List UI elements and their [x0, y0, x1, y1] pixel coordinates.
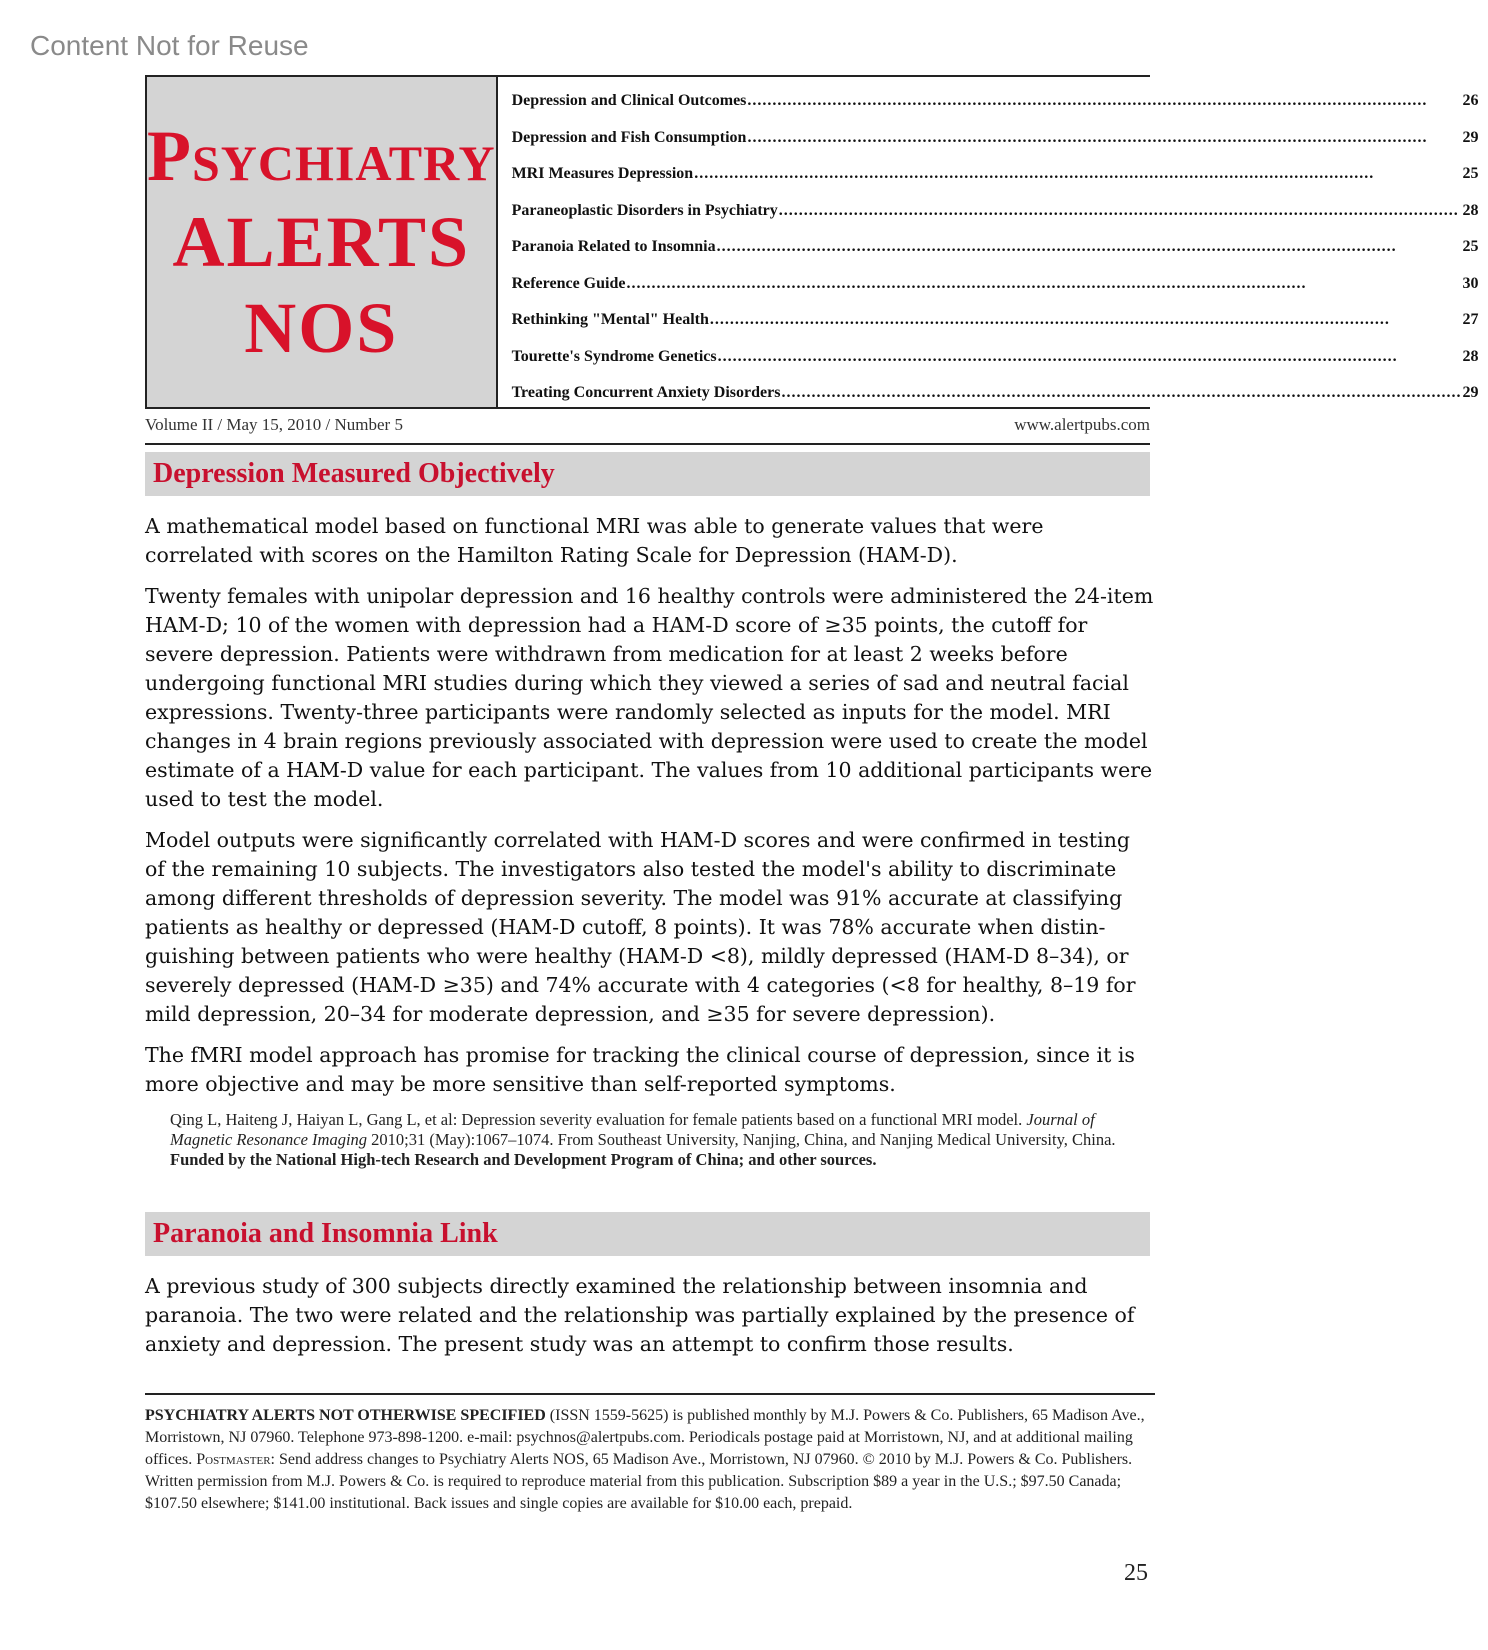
toc-page-number: 26	[1462, 92, 1479, 109]
toc-item[interactable]	[512, 193, 1479, 230]
logo-line-psychiatry: Psychiatry	[147, 116, 496, 196]
citation-funding: Funded by the National High-tech Research and Development Program of China; and other sources.	[170, 1150, 877, 1169]
volume-issue-date: Volume II / May 15, 2010 / Number 5	[145, 415, 403, 434]
paragraph: The fMRI model approach has promise for tracking the clinical course of depression, since it is more objective and may be more sensitive than self-reported symptoms.	[145, 1043, 1135, 1096]
citation-details: 2010;31 (May):1067–1074. From Southeast University, Nanjing, China, and Nanjing Medical University, China.	[367, 1130, 1116, 1149]
issue-info-bar	[145, 415, 1150, 445]
paragraph: A previous study of 300 subjects directly examined the relationship between insomnia and paranoia. The two were related and the relationship was partially explained by the presence of anxiety and depression. The present study was an attempt to confirm those results.	[145, 1274, 1135, 1356]
logo-line-nos: NOS	[244, 288, 399, 368]
logo-line-alerts: ALERTS	[172, 202, 471, 282]
website-link[interactable]: www.alertpubs.com	[1014, 415, 1150, 434]
publisher-details: (ISSN 1559-5625) is published monthly by M.J. Powers & Co. Publishers, 65 Madison Ave., Morristown, NJ 07960. Telephone 973-898-1200. e-mail: psychnos@alertpubs.com. Periodicals postage paid at Morristown, NJ, and at additional mailing offices.	[145, 1407, 1145, 1468]
page-number: 25	[1124, 1560, 1148, 1586]
article-heading-paranoia: Paranoia and Insomnia Link	[145, 1212, 1150, 1256]
publication-full-name: PSYCHIATRY ALERTS NOT OTHERWISE SPECIFIED	[145, 1407, 546, 1424]
toc-leader-dots	[717, 229, 1462, 266]
toc-page-number: 29	[1462, 128, 1479, 146]
toc-item[interactable]	[512, 156, 1479, 193]
toc-item[interactable]	[512, 229, 1479, 266]
toc-title: Reference Guide	[511, 274, 626, 292]
toc-item[interactable]	[512, 120, 1479, 157]
toc-title: Treating Concurrent Anxiety Disorders	[511, 384, 781, 401]
toc-page-number: 28	[1462, 347, 1479, 365]
toc-item[interactable]	[512, 375, 1479, 412]
toc-leader-dots	[747, 83, 1461, 120]
citation-authors: Qing L, Haiteng J, Haiyan L, Gang L, et al: Depression severity evaluation for female patients based on a functional MRI model.	[170, 1110, 1027, 1129]
toc-page-number: 29	[1462, 384, 1479, 401]
publisher-details-2: : Send address changes to Psychiatry Alerts NOS, 65 Madison Ave., Morristown, NJ 07960. © 2010 by M.J. Powers & Co. Publishers. Written permission from M.J. Powers & Co. is required to reproduce material from this publication. Subscription $89 a year in the U.S.; $97.50 Canada; $107.50 elsewhere; $141.00 institutional. Back issues and single copies are available for $10.00 each, prepaid.	[145, 1451, 1133, 1512]
article-body-paranoia	[145, 1272, 1155, 1371]
article-citation	[170, 1110, 1155, 1170]
watermark-text: Content Not for Reuse	[30, 30, 309, 61]
toc-title: Rethinking "Mental" Health	[511, 311, 709, 328]
table-of-contents	[498, 77, 1488, 407]
postmaster-label: Postmaster	[196, 1451, 271, 1468]
toc-title: Paraneoplastic Disorders in Psychiatry	[511, 201, 778, 219]
toc-item[interactable]	[512, 302, 1479, 339]
toc-page-number: 25	[1462, 238, 1479, 255]
publication-logo	[145, 77, 498, 407]
toc-item[interactable]	[512, 266, 1479, 303]
toc-leader-dots	[781, 375, 1461, 412]
toc-item[interactable]	[512, 83, 1479, 120]
toc-item[interactable]	[512, 339, 1479, 376]
toc-page-number: 27	[1462, 311, 1479, 328]
toc-page-number: 28	[1462, 201, 1479, 219]
publisher-info	[145, 1393, 1155, 1515]
article-body-depression	[145, 512, 1155, 1111]
toc-leader-dots	[747, 120, 1461, 157]
toc-title: Tourette's Syndrome Genetics	[511, 347, 717, 365]
toc-page-number: 30	[1462, 274, 1479, 292]
toc-leader-dots	[626, 266, 1461, 303]
toc-leader-dots	[694, 156, 1461, 193]
citation-journal: Journal of Magnetic Resonance Imaging	[170, 1110, 1095, 1149]
toc-leader-dots	[779, 193, 1462, 230]
paragraph: A mathematical model based on functional MRI was able to generate values that were correlated with scores on the Hamilton Rating Scale for Depression (HAM-D).	[145, 514, 1044, 567]
toc-leader-dots	[710, 302, 1462, 339]
toc-title: Paranoia Related to Insomnia	[511, 238, 716, 255]
paragraph: Twenty females with unipolar depression and 16 healthy controls were administered the 24-item HAM-D; 10 of the women with depression had a HAM-D score of ≥35 points, the cutoff for severe depression. Patients were withdrawn from medication for at least 2 weeks before undergoing functional MRI studies during which they viewed a series of sad and neutral facial expressions. Twenty-three participants were randomly selected as inputs for the model. MRI changes in 4 brain regions previously associated with depression were used to create the model estimate of a HAM-D value for each participant. The values from 10 additional participants were used to test the model.	[145, 584, 1154, 811]
toc-title: Depression and Fish Consumption	[511, 128, 747, 146]
toc-title: MRI Measures Depression	[511, 165, 694, 182]
toc-page-number: 25	[1462, 165, 1479, 182]
paragraph: Model outputs were significantly correlated with HAM-D scores and were confirmed in testing of the remaining 10 subjects. The investigators also tested the model's ability to discriminate among different thresholds of depression severity. The model was 91% accurate at classifying patients as healthy or depressed (HAM-D cutoff, 8 points). It was 78% accurate when distin-guishing between patients who were healthy (HAM-D <8), mildly depressed (HAM-D 8–34), or severely depressed (HAM-D ≥35) and 74% accurate with 4 categories (<8 for healthy, 8–19 for mild depression, 20–34 for moderate depression, and ≥35 for severe depression).	[145, 828, 1136, 1026]
toc-leader-dots	[718, 339, 1462, 376]
article-heading-depression: Depression Measured Objectively	[145, 452, 1150, 496]
masthead	[145, 75, 1479, 409]
toc-title: Depression and Clinical Outcomes	[511, 92, 747, 109]
